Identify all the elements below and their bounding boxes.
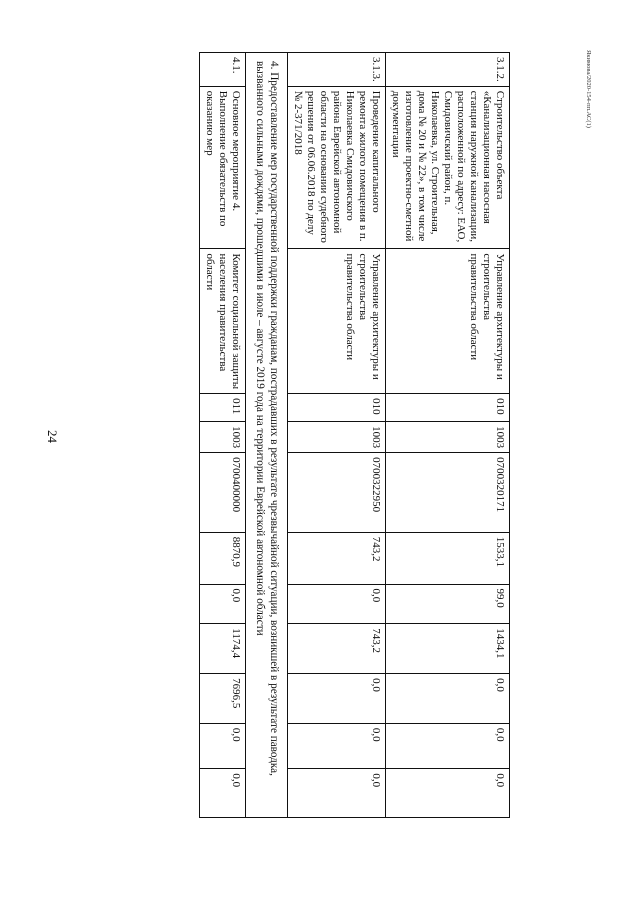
value: 0,0 <box>288 769 386 818</box>
code-grbs: 011 <box>200 394 246 422</box>
program-table <box>199 52 510 818</box>
side-stamp: Якимова/2020-154-пп.АС(1) <box>585 50 592 128</box>
value: 0,0 <box>200 723 246 769</box>
value: 743,2 <box>288 624 386 674</box>
executor: Управление архитектуры и строительства правительства области <box>288 249 386 394</box>
code-section: 1003 <box>386 422 510 453</box>
code-target: 0700320171 <box>386 453 510 533</box>
value: 0,0 <box>200 584 246 624</box>
code-grbs: 010 <box>386 394 510 422</box>
page-number: 24 <box>45 430 60 443</box>
activity-name: Основное мероприятие 4. Выполнение обязательств по оказанию мер <box>200 86 246 249</box>
value: 0,0 <box>288 584 386 624</box>
section-row <box>246 53 288 818</box>
row-number: 4.1. <box>200 53 246 87</box>
value: 0,0 <box>200 769 246 818</box>
code-section: 1003 <box>200 422 246 453</box>
value: 1434,1 <box>386 624 510 674</box>
value: 0,0 <box>288 723 386 769</box>
row-number: 3.1.2. <box>386 53 510 87</box>
value: 0,0 <box>386 769 510 818</box>
row-number: 3.1.3. <box>288 53 386 87</box>
value-total: 743,2 <box>288 532 386 584</box>
rotated-page-content <box>76 52 510 818</box>
table-row <box>288 53 386 818</box>
value: 7696,5 <box>200 674 246 724</box>
value: 0,0 <box>288 674 386 724</box>
table-row <box>200 53 246 818</box>
value-total: 1533,1 <box>386 532 510 584</box>
value: 1174,4 <box>200 624 246 674</box>
executor: Комитет социальной защиты населения правительства области <box>200 249 246 394</box>
code-target: 0700322950 <box>288 453 386 533</box>
value: 99,0 <box>386 584 510 624</box>
table-row <box>386 53 510 818</box>
code-grbs: 010 <box>288 394 386 422</box>
activity-name: Проведение капитального ремонта жилого помещения в п. Николаевка Смидовичского района Еврейской автономной области на основании судебного решения от 06.06.2018 по делу № 2-371/2018 <box>288 86 386 249</box>
value: 0,0 <box>386 674 510 724</box>
value: 0,0 <box>386 723 510 769</box>
code-target: 0700400000 <box>200 453 246 533</box>
value-total: 8870,9 <box>200 532 246 584</box>
code-section: 1003 <box>288 422 386 453</box>
section-4-title: 4. Предоставление мер государственной поддержки гражданам, пострадавших в результате чрезвычайной ситуации, возникшей в результате паводка, вызванного сильными дождями, прошедшими в июле – августе 2019 года на территории Еврейской автономной области <box>246 53 288 818</box>
activity-name: Строительство объекта «Канализационная насосная станция наружной канализации, расположенной по адресу: ЕАО, Смидовичский район, п. Николаевка, ул. Строительная, дома № 20 и № 22», в том числе изготовление проектно-сметной документации <box>386 86 510 249</box>
executor: Управление архитектуры и строительства правительства области <box>386 249 510 394</box>
